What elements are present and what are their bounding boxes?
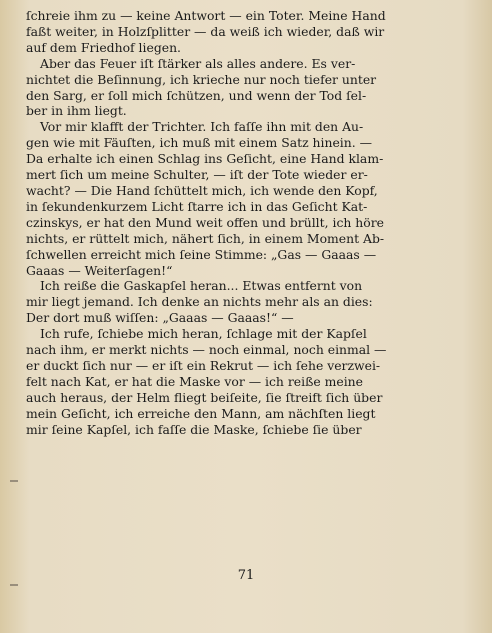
text-line: auch heraus, der Helm fliegt beiſeite, ſie ſtreift ſich über xyxy=(26,389,383,405)
body-text xyxy=(26,8,474,437)
text-line: Ich reiße die Gaskapſel heran... Etwas entfernt von xyxy=(40,278,363,294)
text-line: nichts, er rüttelt mich, nähert ſich, in einem Moment Ab- xyxy=(26,230,385,246)
text-line: Vor mir klafft der Trichter. Ich faſſe ihn mit den Au- xyxy=(40,119,364,135)
text-line: ſchreie ihm zu — keine Antwort — ein Toter. Meine Hand xyxy=(26,8,386,23)
text-line: mir liegt jemand. Ich denke an nichts mehr als an dies: xyxy=(26,294,373,310)
text-line: czinskys, er hat den Mund weit offen und brüllt, ich höre xyxy=(26,214,384,230)
text-line: Da erhalte ich einen Schlag ins Geſicht, eine Hand klam- xyxy=(26,151,384,167)
text-line: faßt weiter, in Holzſplitter — da weiß ich wieder, daß wir xyxy=(26,23,385,39)
margin-mark xyxy=(10,480,18,482)
text-line: mein Geſicht, ich erreiche den Mann, am nächſten liegt xyxy=(26,405,376,421)
text-line: den Sarg, er ſoll mich ſchützen, und wenn der Tod ſel- xyxy=(26,87,367,103)
text-line: Der dort muß wiſſen: „Gaaas — Gaaas!“ — xyxy=(26,310,294,326)
text-line: nichtet die Beſinnung, ich krieche nur noch tiefer unter xyxy=(26,71,377,87)
text-line: gen wie mit Fäuſten, ich muß mit einem Satz hinein. — xyxy=(26,135,373,151)
text-line: ber in ihm liegt. xyxy=(26,103,127,119)
text-line: Ich rufe, ſchiebe mich heran, ſchlage mit der Kapſel xyxy=(40,326,367,342)
text-line: ſchwellen erreicht mich ſeine Stimme: „Gas — Gaaas — xyxy=(26,246,377,262)
text-line: er duckt ſich nur — er iſt ein Rekrut — ich ſehe verzwei- xyxy=(26,357,381,373)
text-line: nach ihm, er merkt nichts — noch einmal, noch einmal — xyxy=(26,342,387,358)
text-line: felt nach Kat, er hat die Maske vor — ich reiße meine xyxy=(26,373,363,389)
text-line: auf dem Friedhof liegen. xyxy=(26,39,181,55)
page-number: 71 xyxy=(237,568,255,583)
margin-mark xyxy=(10,584,18,586)
text-line: Aber das Feuer iſt ſtärker als alles andere. Es ver- xyxy=(40,55,356,71)
text-line: Gaaas — Weiterſagen!“ xyxy=(26,262,173,278)
text-line: mir ſeine Kapſel, ich faſſe die Maske, ſchiebe ſie über xyxy=(26,421,362,437)
text-line: wacht? — Die Hand ſchüttelt mich, ich wende den Kopf, xyxy=(26,182,378,198)
text-line: in ſekundenkurzem Licht ſtarre ich in das Geſicht Kat- xyxy=(26,198,368,214)
text-line: mert ſich um meine Schulter, — iſt der Tote wieder er- xyxy=(26,167,368,183)
